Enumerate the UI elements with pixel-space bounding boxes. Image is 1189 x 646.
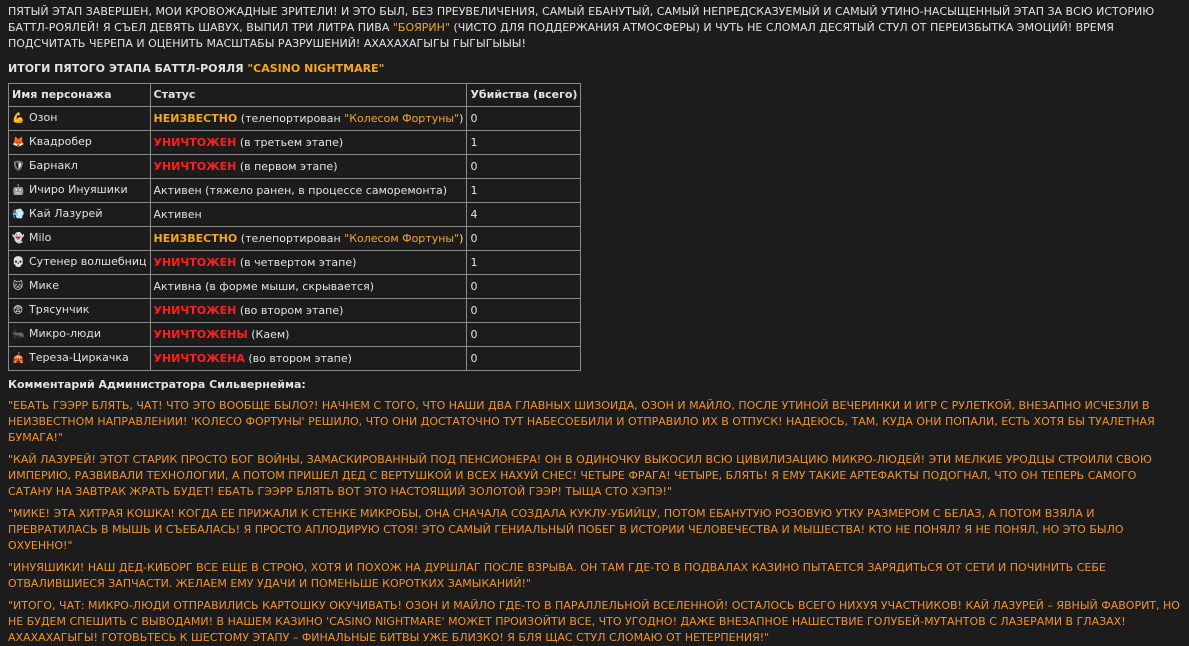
character-name-cell — [9, 347, 151, 371]
kills-cell: 0 — [467, 107, 581, 131]
kills-cell: 1 — [467, 251, 581, 275]
admin-quote: "ЕБАТЬ ГЭЭРР БЛЯТЬ, ЧАТ! ЧТО ЭТО ВООБЩЕ БЫЛО?! НАЧНЕМ С ТОГО, ЧТО НАШИ ДВА ГЛАВНЫХ ШИЗОИДА, ОЗОН И МАЙЛО, ПОСЛЕ УТИНОЙ ВЕЧЕРИНКИ И ИГР С РУЛЕТКОЙ, ВНЕЗАПНО ИСЧЕЗЛИ В НЕИЗВЕСТНОМ НАПРАВЛЕНИИ! 'КОЛЕСО ФОРТУНЫ' РЕШИЛО, ЧТО ОНИ ДОСТАТОЧНО ТУТ НАБЕСОЕБИЛИ И ОТПРАВИЛО ИХ В ОТПУСК! НАДЕЮСЬ, ТАМ, КУДА ОНИ ПОПАЛИ, ЕСТЬ ХОТЯ БЫ ТУАЛЕТНАЯ БУМАГА!" — [8, 399, 1155, 444]
status-detail: (во втором этапе) — [236, 303, 344, 317]
intro-text: ПЯТЫЙ ЭТАП ЗАВЕРШЕН, МОИ КРОВОЖАДНЫЕ ЗРИТЕЛИ! И ЭТО БЫЛ, БЕЗ ПРЕУВЕЛИЧЕНИЯ, САМЫЙ ЕБАНУТЫЙ, САМЫЙ НЕПРЕДСКАЗУЕМЫЙ И САМЫЙ УТИНО-НАСЫЩЕННЫЙ ЭТАП ЗА ВСЮ ИСТОРИЮ БАТТЛ-РОЯЛЕЙ! Я СЪЕЛ ДЕВЯТЬ ШАВУХ, ВЫПИЛ ТРИ ЛИТРА ПИВА "БОЯРИН" (ЧИСТО ДЛЯ ПОДДЕРЖАНИЯ АТМОСФЕРЫ) И ЧУТЬ НЕ СЛОМАЛ ДЕСЯТЫЙ СТУЛ ОТ ПЕРЕИЗБЫТКА ЭМОЦИЙ! ВРЕМЯ ПОДСЧИТАТЬ ЧЕРЕПА И ОЦЕНИТЬ МАСШТАБЫ РАЗРУШЕНИЙ! АХАХАХАГЫГЫ ГЫГЫГЫЫЫ! — [8, 5, 1155, 50]
character-icon: 🎪 — [12, 353, 25, 364]
header-name: Имя персонажа — [9, 84, 151, 107]
status-detail: (телепортирован — [237, 111, 345, 125]
fortune-wheel-ref: "Колесом Фортуны" — [344, 111, 460, 125]
character-name: Трясунчик — [29, 303, 90, 316]
status-detail: Активен — [153, 207, 202, 221]
kills-cell: 0 — [467, 299, 581, 323]
admin-comment-title: Комментарий Администратора Сильвернейма: — [8, 378, 306, 391]
status-detail: (во втором этапе) — [244, 351, 352, 365]
status-tag: УНИЧТОЖЕН — [153, 303, 237, 317]
character-icon: 🛡 — [12, 161, 25, 172]
status-detail: (в первом этапе) — [236, 159, 338, 173]
status-tag: УНИЧТОЖЕН — [153, 159, 237, 173]
status-tag: УНИЧТОЖЕН — [153, 135, 237, 149]
status-cell — [150, 275, 467, 299]
character-name-cell — [9, 323, 151, 347]
status-tag: УНИЧТОЖЕН — [153, 255, 237, 269]
character-name-cell — [9, 203, 151, 227]
status-cell — [150, 347, 467, 371]
table-row — [9, 251, 581, 275]
admin-quotes — [8, 398, 1183, 646]
beer-name: "БОЯРИН" — [392, 21, 450, 34]
character-name: Мике — [29, 279, 60, 292]
character-name: Барнакл — [29, 159, 78, 172]
table-row — [9, 155, 581, 179]
status-detail: (Каем) — [247, 327, 290, 341]
character-name: Milo — [29, 231, 52, 244]
kills-cell: 4 — [467, 203, 581, 227]
character-name-cell — [9, 299, 151, 323]
table-row — [9, 275, 581, 299]
status-cell: НЕИЗВЕСТНО (телепортирован "Колесом Фортуны") — [150, 107, 467, 131]
status-cell — [150, 131, 467, 155]
stage-name: "CASINO NIGHTMARE" — [247, 62, 385, 75]
table-row — [9, 227, 581, 251]
status-cell — [150, 299, 467, 323]
status-detail: Активен (тяжело ранен, в процессе саморемонта) — [153, 183, 448, 197]
character-icon: 💀 — [12, 257, 25, 268]
status-tag: НЕИЗВЕСТНО — [153, 231, 238, 245]
status-cell — [150, 203, 467, 227]
table-row — [9, 131, 581, 155]
kills-cell: 0 — [467, 155, 581, 179]
character-icon: 💨 — [12, 209, 25, 220]
status-detail: (в четвертом этапе) — [236, 255, 357, 269]
character-icon: 😨 — [12, 305, 24, 316]
header-status: Статус — [150, 84, 467, 107]
status-detail: Активна (в форме мыши, скрывается) — [153, 279, 374, 293]
character-name: Квадробер — [29, 135, 92, 148]
results-table — [8, 83, 581, 371]
character-name-cell — [9, 155, 151, 179]
status-cell — [150, 323, 467, 347]
admin-quote: "ИТОГО, ЧАТ: МИКРО-ЛЮДИ ОТПРАВИЛИСЬ КАРТОШКУ ОКУЧИВАТЬ! ОЗОН И МАЙЛО ГДЕ-ТО В ПАРАЛЛЕЛЬНОЙ ВСЕЛЕННОЙ! ОСТАЛОСЬ ВСЕГО НИХУЯ УЧАСТНИКОВ! КАЙ ЛАЗУРЕЙ – ЯВНЫЙ ФАВОРИТ, НО НЕ БУДЕМ СПЕШИТЬ С ВЫВОДАМИ! В НАШЕМ КАЗИНО 'CASINO NIGHTMARE' МОЖЕТ ПРОИЗОЙТИ ВСЕ, ЧТО УГОДНО! ДАЖЕ ВНЕЗАПНОЕ НАШЕСТВИЕ ГОЛУБЕЙ-МУТАНТОВ С ЛАЗЕРАМИ В ГЛАЗАХ! АХАХАХАГЫГЫ! ГОТОВЬТЕСЬ К ШЕСТОМУ ЭТАПУ – ФИНАЛЬНЫЕ БИТВЫ УЖЕ БЛИЗКО! Я БЛЯ ЩАС СТУЛ СЛОМАЮ ОТ НЕТЕРПЕНИЯ!" — [8, 599, 1180, 644]
status-detail: (телепортирован — [237, 231, 345, 245]
admin-quote: "КАЙ ЛАЗУРЕЙ! ЭТОТ СТАРИК ПРОСТО БОГ ВОЙНЫ, ЗАМАСКИРОВАННЫЙ ПОД ПЕНСИОНЕРА! ОН В ОДИНОЧКУ ВЫКОСИЛ ВСЮ ЦИВИЛИЗАЦИЮ МИКРО-ЛЮДЕЙ! ЭТИ МЕЛКИЕ УРОДЦЫ СТРОИЛИ СВОЮ ИМПЕРИЮ, РАЗВИВАЛИ ТЕХНОЛОГИИ, А ПОТОМ ПРИШЕЛ ДЕД С ВЕРТУШКОЙ И ВСЕХ НАХУЙ СНЕС! ЧЕТЫРЕ ФРАГА! ЧЕТЫРЕ, БЛЯТЬ! Я ЕМУ ТАКИЕ АРТЕФАКТЫ ПОДОГНАЛ, ЧТО ОН ТЕПЕРЬ САМОГО САТАНУ НА ЗАВТРАК ЖРАТЬ БУДЕТ! ЕБАТЬ ГЭЭРР БЛЯТЬ ВОТ ЭТО НАСТОЯЩИЙ ЗОЛОТОЙ ГЭЭР! ТЫЩА СТО ХЭПЭ!" — [8, 453, 1152, 498]
character-icon: 🐱 — [12, 281, 24, 292]
status-tag: НЕИЗВЕСТНО — [153, 111, 238, 125]
kills-cell: 0 — [467, 323, 581, 347]
character-name: Озон — [29, 111, 58, 124]
character-name-cell — [9, 107, 151, 131]
status-detail: (в третьем этапе) — [236, 135, 344, 149]
character-name-cell — [9, 131, 151, 155]
character-icon: 👻 — [12, 233, 25, 244]
kills-cell: 0 — [467, 275, 581, 299]
character-name: Сутенер волшебниц — [29, 255, 147, 268]
status-cell — [150, 179, 467, 203]
kills-cell: 0 — [467, 227, 581, 251]
table-row — [9, 107, 581, 131]
status-tag: УНИЧТОЖЕНЫ — [153, 327, 248, 341]
table-row — [9, 323, 581, 347]
status-cell: НЕИЗВЕСТНО (телепортирован "Колесом Фортуны") — [150, 227, 467, 251]
table-row — [9, 347, 581, 371]
character-name-cell — [9, 275, 151, 299]
status-tag: УНИЧТОЖЕНА — [153, 351, 245, 365]
character-name: Кай Лазурей — [29, 207, 103, 220]
character-icon: 🦊 — [12, 137, 25, 148]
kills-cell: 1 — [467, 179, 581, 203]
character-name-cell — [9, 179, 151, 203]
character-icon: 💪 — [12, 113, 25, 124]
character-icon: 🐜 — [12, 329, 25, 340]
admin-quote: "МИКЕ! ЭТА ХИТРАЯ КОШКА! КОГДА ЕЕ ПРИЖАЛИ К СТЕНКЕ МИКРОБЫ, ОНА СНАЧАЛА СОЗДАЛА КУКЛУ-УБИЙЦУ, ПОТОМ ЕБАНУТУЮ РОЗОВУЮ УТКУ РАЗМЕРОМ С БЕЛАЗ, А ПОТОМ ВЗЯЛА И ПРЕВРАТИЛАСЬ В МЫШЬ И СЪЕБАЛАСЬ! Я ПРОСТО АПЛОДИРУЮ СТОЯ! ЭТО САМЫЙ ГЕНИАЛЬНЫЙ ПОБЕГ В ИСТОРИИ ЧЕЛОВЕЧЕСТВА И МЫШЕСТВА! КТО НЕ ПОНЯЛ? Я НЕ ПОНЯЛ, НО ЭТО БЫЛО ОХУЕННО!" — [8, 507, 1124, 552]
character-icon: 🤖 — [12, 185, 25, 196]
table-row — [9, 299, 581, 323]
character-name-cell — [9, 227, 151, 251]
character-name: Ичиро Инуяшики — [29, 183, 128, 196]
table-row — [9, 179, 581, 203]
status-cell — [150, 251, 467, 275]
results-heading: ИТОГИ ПЯТОГО ЭТАПА БАТТЛ-РОЯЛЯ "CASINO NIGHTMARE" — [8, 62, 385, 75]
admin-quote: "ИНУЯШИКИ! НАШ ДЕД-КИБОРГ ВСЕ ЕЩЕ В СТРОЮ, ХОТЯ И ПОХОЖ НА ДУРШЛАГ ПОСЛЕ ВЗРЫВА. ОН ТАМ ГДЕ-ТО В ПОДВАЛАХ КАЗИНО ПЫТАЕТСЯ ЗАРЯДИТЬСЯ ОТ СЕТИ И ПОЧИНИТЬ СЕБЕ ОТВАЛИВШИЕСЯ ЗАПЧАСТИ. ЖЕЛАЕМ ЕМУ УДАЧИ И ПОМЕНЬШЕ КОРОТКИХ ЗАМЫКАНИЙ!" — [8, 561, 1106, 590]
fortune-wheel-ref: "Колесом Фортуны" — [344, 231, 460, 245]
character-name-cell — [9, 251, 151, 275]
table-row — [9, 203, 581, 227]
status-cell — [150, 155, 467, 179]
character-name: Тереза-Циркачка — [29, 351, 129, 364]
kills-cell: 1 — [467, 131, 581, 155]
character-name: Микро-люди — [29, 327, 102, 340]
table-header-row — [9, 84, 581, 107]
kills-cell: 0 — [467, 347, 581, 371]
header-kills: Убийства (всего) — [467, 84, 581, 107]
